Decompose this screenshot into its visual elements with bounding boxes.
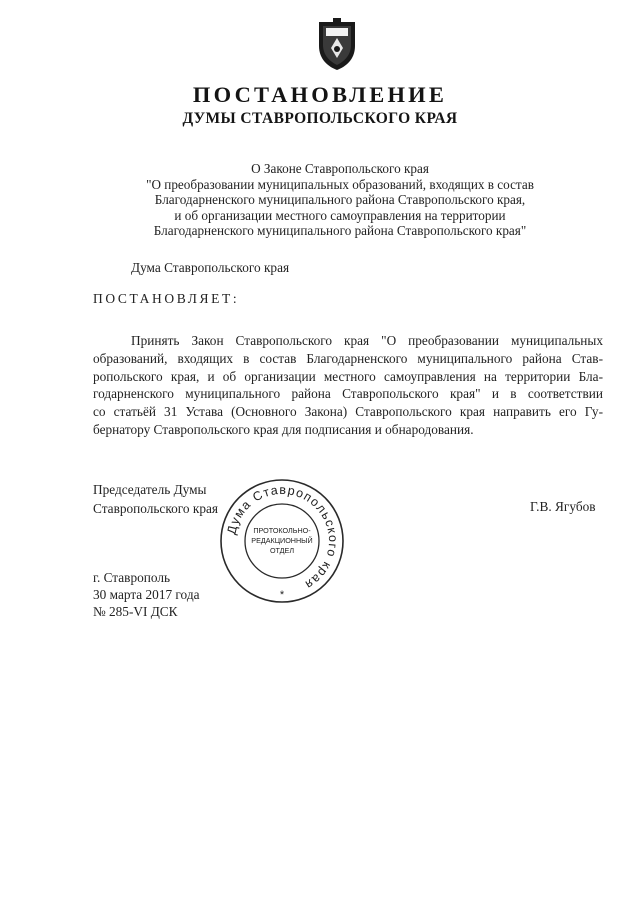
body-line: Принять Закон Ставропольского края "О преобразовании муниципальных xyxy=(131,333,603,348)
body-line: бернатору Ставропольского края для подписания и обнародования. xyxy=(93,421,474,437)
document-number: № 285-VI ДСК xyxy=(93,604,178,619)
official-stamp xyxy=(218,477,346,605)
signer-name: Г.В. Ягубов xyxy=(530,499,596,514)
law-heading-line: О Законе Ставропольского края xyxy=(251,161,429,176)
city: г. Ставрополь xyxy=(93,570,171,585)
stamp-ring-text: Дума Ставропольского края xyxy=(224,482,341,593)
law-heading-line: и об организации местного самоуправления на территории xyxy=(174,207,506,223)
stamp-star: * xyxy=(279,589,285,601)
signer-title-line: Председатель Думы xyxy=(93,482,207,497)
document-subtitle: ДУМЫ СТАВРОПОЛЬСКОГО КРАЯ xyxy=(182,110,458,127)
resolves-heading: ПОСТАНОВЛЯЕТ: xyxy=(93,291,240,306)
stamp-center-line: ПРОТОКОЛЬНО- xyxy=(253,526,311,535)
body-line: годарненского муниципального района Ставропольского края" и в соответствии xyxy=(93,386,603,402)
coat-of-arms-icon xyxy=(313,16,361,72)
stamp-center-line: ОТДЕЛ xyxy=(269,546,295,555)
body-line: образований, входящих в состав Благодарненского муниципального района Став- xyxy=(93,350,603,366)
resolution-body xyxy=(93,332,603,439)
date: 30 марта 2017 года xyxy=(93,587,200,602)
preamble-text: Дума Ставропольского края xyxy=(131,260,290,275)
signer-title xyxy=(93,480,218,518)
law-heading-line: Благодарненского муниципального района Ставропольского края, xyxy=(154,192,526,207)
signer-title-line: Ставропольского края xyxy=(93,501,218,516)
place-and-date xyxy=(93,569,200,620)
law-heading-line: Благодарненского муниципального района Ставропольского края" xyxy=(153,223,527,238)
body-line: со статьёй 31 Устава (Основного Закона) Ставропольского края направить его Гу- xyxy=(93,404,603,420)
body-line: ропольского края, и об организации местного самоуправления на территории Бла- xyxy=(93,368,603,384)
law-heading xyxy=(80,161,600,239)
stamp-center-line: РЕДАКЦИОННЫЙ xyxy=(251,536,313,545)
document-title: ПОСТАНОВЛЕНИЕ xyxy=(192,82,448,107)
law-heading-line: "О преобразовании муниципальных образований, входящих в состав xyxy=(146,176,534,192)
